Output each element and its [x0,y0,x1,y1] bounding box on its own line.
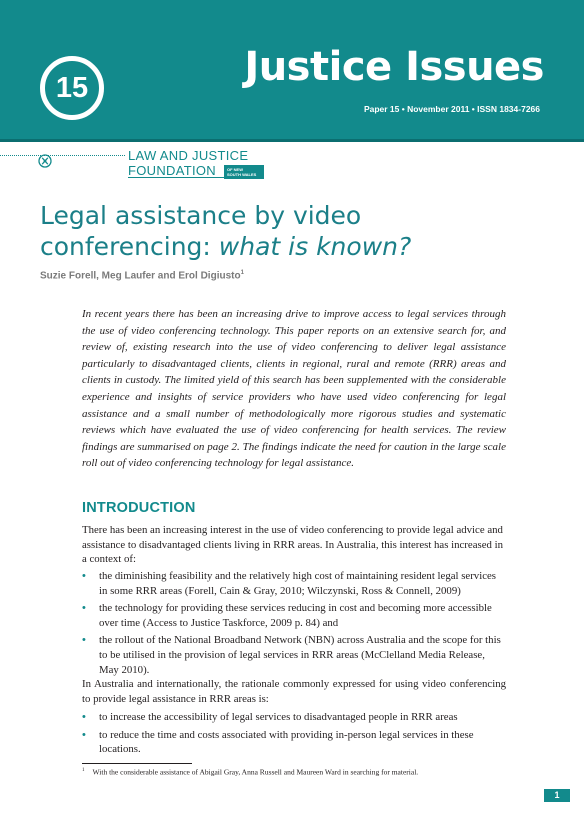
bullet-icon: • [82,570,86,582]
page-number: 1 [544,789,570,802]
series-title: Justice Issues [244,44,544,90]
list-item [82,633,506,677]
issue-number: 15 [55,72,89,104]
rationale-bullet-list [82,710,506,760]
footnote-rule [82,763,192,764]
foundation-name-line1: LAW AND JUSTICE [128,148,249,163]
paper-meta: Paper 15 • November 2011 • ISSN 1834-7266 [363,104,540,114]
title-line2-emphasis: what is known? [218,232,412,261]
authors-footnote-marker: 1 [240,270,244,276]
list-item-text: to reduce the time and costs associated with providing in-person legal services in these locations. [99,728,474,756]
header-banner [0,0,584,139]
title-line1: Legal assistance by video [40,201,362,230]
dotted-divider [0,155,125,156]
bullet-icon: • [82,602,86,615]
authors: Suzie Forell, Meg Laufer and Erol Digiusto [40,270,241,282]
footnote [82,766,532,778]
foundation-box-line2: SOUTH WALES [227,172,257,177]
foundation-rule [128,177,224,178]
bullet-icon: • [82,634,86,647]
bullet-icon: • [82,728,86,741]
section-heading-introduction: INTRODUCTION [82,500,196,516]
intro-paragraph-2: In Australia and internationally, the rationale commonly expressed for using video conferencing to provide legal assistance in RRR areas is: [82,678,506,705]
list-item-text: the diminishing feasibility and the relatively high cost of maintaining resident legal services in some RRR areas (Forell, Cain & Gray, 2010; Wilczynski, Ross & Connell, 2009) [99,570,496,597]
title-line2-plain: conferencing: [40,232,219,261]
foundation-state-box [224,165,264,179]
context-bullet-list [82,569,506,680]
list-item-text: the rollout of the National Broadband Network (NBN) across Australia and the scope for this to be utilised in the provision of legal services in RRR areas (McClelland Media Release, May 2010). [99,634,501,676]
list-item [82,569,506,598]
list-item [82,728,506,757]
list-item [82,710,506,725]
abstract: In recent years there has been an increasing drive to improve access to legal services through the use of video conferencing technology. This paper reports on an extensive search for, and review of, existing research into the use of video conferencing to deliver legal assistance particularly to disadvantaged clients, clients in regional, rural and remote (RRR) areas and clients in custody. The limited yield of this search has been supplemented with the considerable experience and insights of service providers who have used video conferencing for legal assistance and a small number of methodologically more rigorous studies and systematic reviews which have evaluated the use of video conferencing for health services. The review findings are summarised on page 2. The findings indicate the need for caution in the large scale roll out of video conferencing technology for legal assistance. [82,308,506,470]
footnote-text: With the considerable assistance of Abigail Gray, Anna Russell and Maureen Ward in searching for material. [92,767,419,777]
list-item-text: the technology for providing these services reducing in cost and becoming more accessible over time (Access to Justice Taskforce, 2009 p. 84) and [99,602,492,629]
footnote-marker: 1 [82,768,85,773]
list-item-text: to increase the accessibility of legal services to disadvantaged people in RRR areas [99,711,458,723]
list-item [82,601,506,630]
issue-number-badge [40,56,104,120]
intro-paragraph-1: There has been an increasing interest in the use of video conferencing to provide legal advice and assistance to disadvantaged clients living in RRR areas. In Australia, this interest has increased in a context of: [82,524,503,566]
article-title [40,200,560,262]
authors-line [40,270,244,281]
foundation-emblem-icon [38,154,52,168]
banner-stripe [0,139,584,142]
bullet-icon: • [82,711,86,723]
foundation-name-line2: FOUNDATION [128,163,216,178]
foundation-box-line1: OF NEW [227,167,243,172]
